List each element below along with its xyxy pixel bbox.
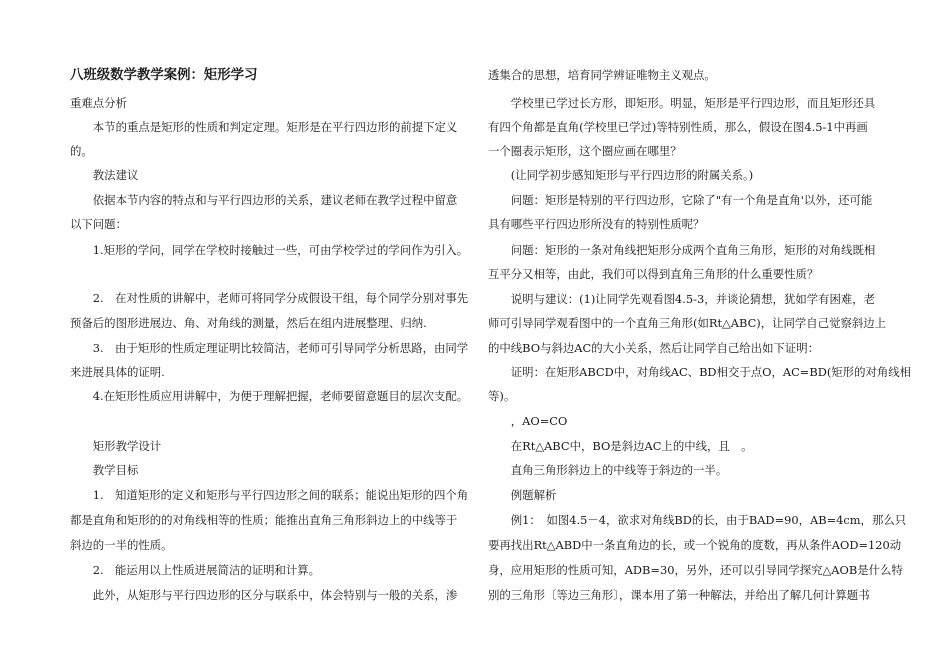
section-heading: 教法建议 [70, 168, 139, 182]
paragraph-line: (让同学初步感知矩形与平行四边形的附属关系。) [488, 168, 754, 182]
paragraph-line: 本节的重点是矩形的性质和判定定理。矩形是在平行四边形的前提下定义 [70, 120, 458, 134]
section-heading: 例题解析 [488, 488, 557, 502]
paragraph-line: 学校里已学过长方形，即矩形。明显，矩形是平行四边形，而且矩形还具 [488, 96, 876, 110]
paragraph-line: 有四个角都是直角(学校里已学过)等特别性质，那么，假设在图4.5-1中再画 [488, 120, 868, 134]
paragraph-line: 要再找出Rt△ABD中一条直角边的长，或一个锐角的度数，再从条件AOD=120动 [488, 538, 902, 552]
paragraph-line: 问题：矩形的一条对角线把矩形分成两个直角三角形，矩形的对角线既相 [488, 243, 876, 257]
section-heading: 重难点分析 [70, 96, 127, 110]
paragraph-line: 透集合的思想，培育同学辨证唯物主义观点。 [488, 68, 716, 82]
paragraph-line: 师可引导同学观看图中的一个直角三角形(如Rt△ABC)，让同学自己觉察斜边上 [488, 316, 887, 330]
paragraph-line: 依据本节内容的特点和与平行四边形的关系，建议老师在教学过程中留意 [70, 193, 458, 207]
paragraph-line: 例1： 如图4.5－4，欲求对角线BD的长，由于BAD=90，AB=4cm，那么只 [488, 513, 907, 527]
section-heading: 教学目标 [70, 463, 139, 477]
paragraph-line: 的中线BO与斜边AC的大小关系，然后让同学自己给出如下证明： [488, 341, 820, 355]
paragraph-line: 都是直角和矩形的的对角线相等的性质；能推出直角三角形斜边上的中线等于 [70, 513, 458, 527]
paragraph-line: 2. 能运用以上性质进展简洁的证明和计算。 [70, 563, 321, 577]
paragraph-line: 1. 知道矩形的定义和矩形与平行四边形之间的联系；能说出矩形的四个角 [70, 488, 469, 502]
section-heading: 矩形教学设计 [70, 439, 162, 453]
paragraph-line: 一个圈表示矩形，这个圈应画在哪里？ [488, 144, 682, 158]
paragraph-line: 互平分又相等，由此，我们可以得到直角三角形的什么重要性质？ [488, 267, 819, 281]
paragraph-line: 2. 在对性质的讲解中，老师可将同学分成假设干组，每个同学分别对事先 [70, 291, 469, 305]
paragraph-line: 说明与建议：(1)让同学先观看图4.5-3，并谈论猜想，犹如学有困难，老 [488, 292, 876, 306]
paragraph-line: 斜边的一半的性质。 [70, 538, 173, 552]
paragraph-line: 以下问题： [70, 217, 127, 231]
paragraph-line: 问题：矩形是特别的平行四边形，它除了"有一个角是直角'以外，还可能 [488, 193, 873, 207]
paragraph-line: 4.在矩形性质应用讲解中，为便于理解把握，老师要留意题目的层次支配。 [70, 389, 469, 403]
paragraph-line: ，AO=CO [488, 414, 568, 428]
paragraph-line: 预备后的图形进展边、角、对角线的测量，然后在组内进展整理、归纳. [70, 316, 427, 330]
document-title: 八班级数学教学案例：矩形学习 [70, 67, 258, 83]
paragraph-line: 直角三角形斜边上的中线等于斜边的一半。 [488, 463, 728, 477]
paragraph-line: 1.矩形的学问，同学在学校时接触过一些，可由学校学过的学问作为引入。 [70, 243, 469, 257]
paragraph-line: 具有哪些平行四边形所没有的特别性质呢？ [488, 217, 705, 231]
paragraph-line: 别的三角形〔等边三角形〕，课本用了第一种解法，并给出了解几何计算题书 [488, 588, 870, 602]
paragraph-line: 此外，从矩形与平行四边形的区分与联系中，体会特别与一般的关系，渗 [70, 588, 458, 602]
paragraph-line: 等)。 [488, 389, 516, 403]
paragraph-line: 的。 [70, 144, 93, 158]
paragraph-line: 身，应用矩形的性质可知，ADB=30，另外，还可以引导同学探究△AOB是什么特 [488, 563, 903, 577]
paragraph-line: 在Rt△ABC中，BO是斜边AC上的中线，且 。 [488, 439, 753, 453]
paragraph-line: 证明：在矩形ABCD中，对角线AC、BD相交于点O，AC=BD(矩形的对角线相 [488, 365, 912, 379]
paragraph-line: 来进展具体的证明. [70, 365, 165, 379]
paragraph-line: 3. 由于矩形的性质定理证明比较简洁，老师可引导同学分析思路，由同学 [70, 341, 469, 355]
